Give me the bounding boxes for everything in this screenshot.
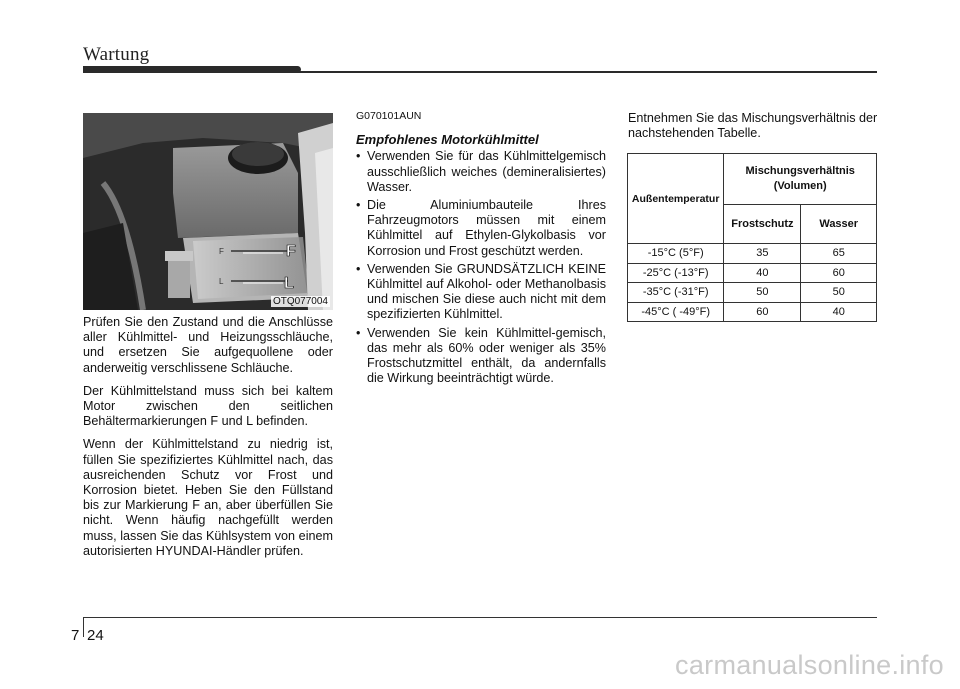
list-item: • Verwenden Sie kein Kühlmittel-gemisch, das mehr als 60% oder weniger als 35% Frostschutzmittel enthält, da andernfalls die Wirkung beeinträchtigt würde. (356, 326, 606, 387)
header-mixing-ratio (724, 154, 877, 205)
cell-temperature: -35°C (-31°F) (628, 283, 724, 303)
mixing-ratio-table (627, 153, 877, 322)
page-number: 24 (87, 627, 104, 644)
cell-antifreeze: 50 (724, 283, 801, 303)
cell-antifreeze: 35 (724, 244, 801, 264)
coolant-bullet-list (356, 149, 606, 386)
engine-bay-illustration (83, 113, 333, 310)
header-outside-temperature: Außentemperatur (628, 154, 724, 244)
table-intro: Entnehmen Sie das Mischungsverhältnis der nachstehenden Tabelle. (628, 111, 878, 141)
table-row (628, 283, 877, 303)
section-code: G070101AUN (356, 110, 422, 122)
column-middle (356, 109, 606, 389)
list-item: • Die Aluminiumbauteile Ihres Fahrzeugmotors müssen mit einem Kühlmittel auf Ethylen-Glykolbasis vor Korrosion und Frost geschützt werden. (356, 198, 606, 259)
cell-antifreeze: 60 (724, 302, 801, 322)
footer-rule (83, 617, 877, 618)
reservoir-mark-f: F (219, 247, 224, 256)
cell-temperature: -25°C (-13°F) (628, 263, 724, 283)
paragraph-level: Der Kühlmittelstand muss sich bei kaltem Motor zwischen den seitlichen Behältermarkierungen F und L befinden. (83, 383, 333, 429)
paragraph-hoses: Prüfen Sie den Zustand und die Anschlüsse aller Kühlmittel- und Heizungsschläuche, und ersetzen Sie aufgequollene oder anderweitig verschlissene Schläuche. (83, 315, 333, 375)
cell-water: 60 (801, 263, 877, 283)
marker-f-label: F (286, 243, 296, 260)
watermark: carmanualsonline.info (675, 650, 944, 680)
reservoir-mark-l: L (219, 277, 224, 286)
column-right (628, 111, 878, 149)
table-row (628, 244, 877, 264)
footer-separator (83, 617, 84, 637)
page-header-title: Wartung (83, 44, 150, 65)
header-water: Wasser (801, 205, 877, 244)
column-left (83, 315, 333, 567)
table-row (628, 302, 877, 322)
cell-temperature: -15°C (5°F) (628, 244, 724, 264)
paragraph-refill: Wenn der Kühlmittelstand zu niedrig ist, füllen Sie spezifiziertes Kühlmittel nach, das ausreichenden Schutz vor Frost und Korrosion bietet. Heben Sie den Füllstand bis zur Markierung F an, aber überfüllen Sie nicht. Wenn häufig nachgefüllt werden muss, lassen Sie das Kühlsystem von einem autorisierten HYUNDAI-Händler prüfen. (83, 437, 333, 558)
cell-water: 50 (801, 283, 877, 303)
coolant-reservoir-photo (83, 113, 333, 310)
list-item: • Verwenden Sie für das Kühlmittelgemisch ausschließlich weiches (demineralisiertes) Wasser. (356, 149, 606, 195)
cell-water: 40 (801, 302, 877, 322)
cell-temperature: -45°C ( -49°F) (628, 302, 724, 322)
section-heading: Empfohlenes Motorkühlmittel (356, 132, 539, 148)
marker-l-label: L (284, 275, 294, 292)
table-row (628, 263, 877, 283)
cell-water: 65 (801, 244, 877, 264)
header-antifreeze: Frostschutz (724, 205, 801, 244)
cell-antifreeze: 40 (724, 263, 801, 283)
chapter-number: 7 (71, 627, 80, 644)
header-mixing-ratio-line1: Mischungsverhältnis (745, 165, 855, 177)
header-rule-accent (83, 66, 301, 73)
list-item: • Verwenden Sie GRUNDSÄTZLICH KEINE Kühlmittel auf Alkohol- oder Methanolbasis und mischen Sie diese auch nicht mit dem spezifizierten Kühlmittel. (356, 262, 606, 323)
photo-caption: OTQ077004 (272, 296, 328, 307)
table-header-row (628, 154, 877, 205)
header-mixing-ratio-line2: (Volumen) (773, 180, 827, 192)
